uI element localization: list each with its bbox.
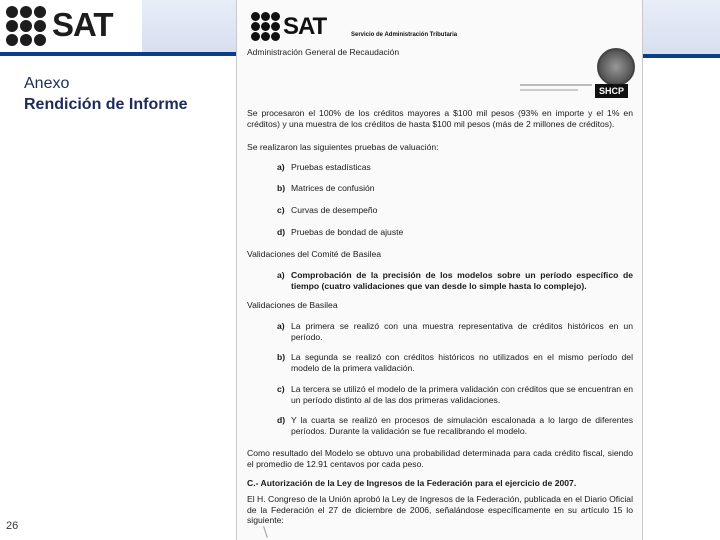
list-item-label: b): [277, 352, 286, 362]
list-item-text: Y la cuarta se realizó en procesos de simulación escalonada a lo largo de diferentes períodos. Durante la validación se fue recalibrando el modelo.: [291, 415, 633, 436]
scan-mark: [263, 526, 268, 538]
list-item: [277, 183, 633, 194]
doc-logo-text: SAT: [283, 13, 327, 40]
header-panel-left: [142, 0, 236, 52]
header-bar-right: [641, 54, 720, 58]
list-item: [277, 205, 633, 216]
list-item-label: d): [277, 415, 286, 425]
list-item: [277, 227, 633, 238]
scanned-document: [236, 0, 643, 540]
list-item-text: Pruebas estadísticas: [291, 162, 371, 172]
slide-title: Rendición de Informe: [24, 96, 188, 113]
closing-paragraph: El H. Congreso de la Unión aprobó la Ley de Ingresos de la Federación, publicada en el Diario Oficial de la Federación el 27 de diciembre de 2006, señalándose específicamente en su artículo 15 lo siguiente:: [247, 494, 633, 525]
slide-section-label: Anexo: [24, 75, 70, 92]
result-paragraph: Como resultado del Modelo se obtuvo una probabilidad determinada para cada crédito fiscal, siendo el promedio de 12.91 centavos por cada peso.: [247, 448, 633, 469]
list-item-label: a): [277, 162, 285, 172]
list-item: [277, 321, 633, 342]
list-item-label: b): [277, 183, 286, 193]
list-item-label: a): [277, 321, 285, 331]
committee-heading: Validaciones del Comité de Basilea: [247, 249, 382, 259]
sat-logo-icon: [6, 6, 46, 46]
doc-sat-logo-icon: [251, 12, 280, 41]
doc-tiny-header-text: [520, 84, 592, 91]
list-item-label: c): [277, 384, 285, 394]
list-item-text: Curvas de desempeño: [291, 205, 378, 215]
doc-admin-name: Administración General de Recaudación: [247, 47, 400, 57]
tests-intro: Se realizaron las siguientes pruebas de valuación:: [247, 142, 439, 152]
list-item: [277, 270, 633, 291]
doc-org-name: Servicio de Administración Tributaria: [351, 32, 458, 38]
list-item-text: La tercera se utilizó el modelo de la primera validación con créditos que se encuentran en un período distinto al de las dos primeras validaciones.: [291, 384, 633, 405]
list-item-text: Matrices de confusión: [291, 183, 375, 193]
list-item: [277, 415, 633, 436]
sat-logo-text: SAT: [52, 6, 113, 43]
section-c-heading: C.- Autorización de la Ley de Ingresos de la Federación para el ejercicio de 2007.: [247, 478, 577, 488]
shcp-badge: SHCP: [595, 84, 628, 98]
list-item-text: La primera se realizó con una muestra representativa de créditos históricos en un período.: [291, 321, 633, 342]
list-item-label: a): [277, 270, 285, 280]
list-item-label: c): [277, 205, 285, 215]
header-bar-left: [0, 52, 236, 56]
list-item-text: Pruebas de bondad de ajuste: [291, 227, 404, 237]
intro-paragraph: Se procesaron el 100% de los créditos mayores a $100 mil pesos (93% en importe y el 1% en créditos) y una muestra de los créditos de hasta $100 mil pesos (más de 2 millones de créditos).: [247, 108, 633, 129]
mexico-seal-icon: [597, 48, 635, 86]
list-item-text: Comprobación de la precisión de los modelos sobre un período específico de tiempo (cuatro validaciones que van desde lo simple hasta lo complejo).: [291, 270, 633, 291]
list-item-text: La segunda se realizó con créditos históricos no utilizados en el mismo período del modelo de la primera validación.: [291, 352, 633, 373]
basel-heading: Validaciones de Basilea: [247, 300, 338, 310]
list-item-label: d): [277, 227, 286, 237]
list-item: [277, 162, 633, 173]
page-number: 26: [6, 520, 19, 532]
list-item: [277, 384, 633, 405]
list-item: [277, 352, 633, 373]
header-panel-right: [641, 0, 720, 54]
